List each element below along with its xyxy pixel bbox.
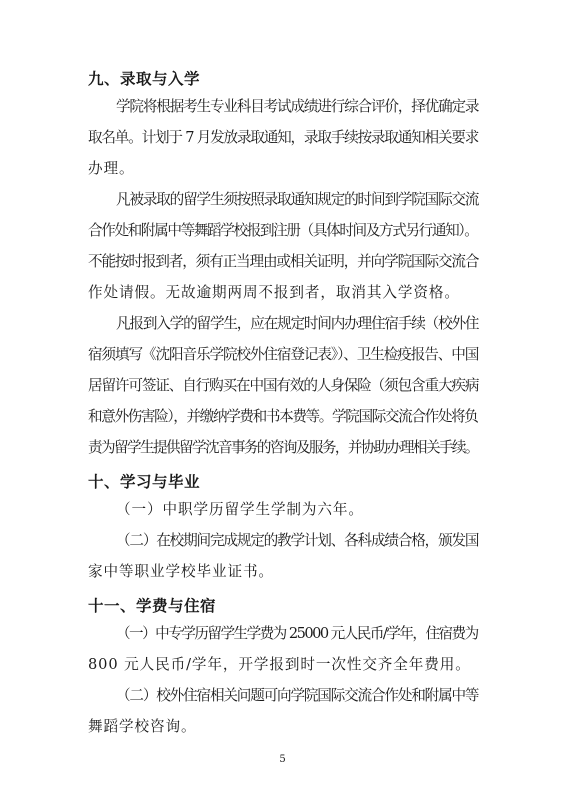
paragraph-line: 作处请假。无故逾期两周不报到者，取消其入学资格。 — [88, 284, 460, 301]
paragraph-line: （二）在校期间完成规定的教学计划、各科成绩合格，颁发国 — [116, 532, 479, 549]
page-number: 5 — [279, 754, 286, 765]
paragraph-line: 宿须填写《沈阳音乐学院校外住宿登记表》）、卫生检疫报告、中国 — [88, 346, 479, 363]
paragraph-line: 合作处和附属中等舞蹈学校报到注册（具体时间及方式另行通知）。 — [88, 222, 478, 239]
paragraph-line: 凡被录取的留学生须按照录取通知规定的时间到学院国际交流 — [116, 191, 479, 208]
paragraph-line: 不能按时报到者，须有正当理由或相关证明，并向学院国际交流合 — [88, 253, 479, 270]
paragraph-line: 舞蹈学校咨询。 — [88, 718, 197, 735]
paragraph-line: 居留许可签证、自行购买在中国有效的人身保险（须包含重大疾病 — [88, 377, 479, 394]
paragraph-line: 家中等职业学校毕业证书。 — [88, 563, 274, 580]
paragraph-line: 和意外伤害险），并缴纳学费和书本费等。学院国际交流合作处将负 — [88, 408, 478, 425]
section-heading-study-graduation: 十、学习与毕业 — [88, 473, 201, 491]
paragraph-line: （一）中职学历留学生学制为六年。 — [116, 501, 364, 518]
paragraph-line: 办理。 — [88, 160, 135, 177]
paragraph-line: （一）中专学历留学生学费为 25000 元人民币/学年，住宿费为 — [116, 625, 478, 642]
paragraph-line: （二）校外住宿相关问题可向学院国际交流合作处和附属中等 — [116, 687, 479, 704]
paragraph-line: 取名单。计划于 7 月发放录取通知，录取手续按录取通知相关要求 — [88, 129, 479, 146]
paragraph-line: 学院将根据考生专业科目考试成绩进行综合评价，择优确定录 — [116, 98, 479, 115]
paragraph-line: 凡报到入学的留学生，应在规定时间内办理住宿手续（校外住 — [116, 315, 479, 332]
section-heading-fees-housing: 十一、学费与住宿 — [88, 597, 217, 615]
paragraph-line: 800 元人民币/学年，开学报到时一次性交齐全年费用。 — [88, 656, 471, 673]
paragraph-line: 责为留学生提供留学沈音事务的咨询及服务，并协助办理相关手续。 — [88, 439, 478, 456]
section-heading-admission: 九、录取与入学 — [88, 70, 201, 88]
